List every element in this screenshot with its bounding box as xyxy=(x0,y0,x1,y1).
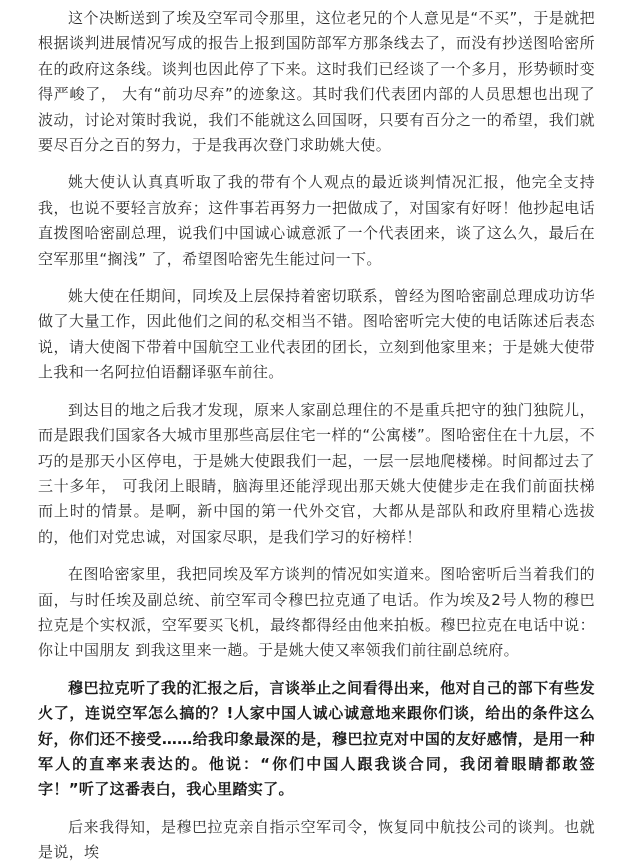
paragraph-3: 姚大使在任期间，同埃及上层保持着密切联系，曾经为图哈密副总理成功访华做了大量工作，因此他们之间的私交相当不错。图哈密听完大使的电话陈述后表态说，请大使阁下带着中国航空工业代表团的团长，立刻到他家里来；于是姚大使带上我和一名阿拉伯语翻译驱车前往。 xyxy=(38,287,595,382)
paragraph-1: 这个决断送到了埃及空军司令那里，这位老兄的个人意见是“不买”，于是就把根据谈判进展情况写成的报告上报到国防部军方那条线去了，而没有抄送图哈密所在的政府这条线。谈判也因此停了下来。这时我们已经谈了一个多月，形势顿时变得严峻了， 大有“前功尽弃”的迹象这。其时我们代表团内部的人员思想也出现了波动，讨论对策时我说，我们不能就这么回国呀，只要有百分之一的希望，我们就要尽百分之百的努力，于是我再次登门求助姚大使。 xyxy=(38,9,595,155)
paragraph-4: 到达目的地之后我才发现，原来人家副总理住的不是重兵把守的独门独院儿，而是跟我们国家各大城市里那些高层住宅一样的“公寓楼”。图哈密住在十九层，不巧的是那天小区停电，于是姚大使跟我们一起，一层一层地爬楼梯。时间都过去了三十多年， 可我闭上眼睛，脑海里还能浮现出那天姚大使健步走在我们前面扶梯而上时的情景。是啊，新中国的第一代外交官，大都从是部队和政府里精心选拔的，他们对党忠诚，对国家尽职，是我们学习的好榜样！ xyxy=(38,400,595,546)
paragraph-5: 在图哈密家里，我把同埃及军方谈判的情况如实道来。图哈密听后当着我们的面，与时任埃及副总统、前空军司令穆巴拉克通了电话。作为埃及2号人物的穆巴拉克是个实权派，空军要买飞机，最终都得经由他来拍板。穆巴拉克在电话中说：你让中国朋友 到我这里来一趟。于是姚大使又率领我们前往副总统府。 xyxy=(38,565,595,660)
paragraph-7: 后来我得知，是穆巴拉克亲自指示空军司令，恢复同中航技公司的谈判。也就是说，埃 xyxy=(38,817,595,862)
paragraph-6-bold: 穆巴拉克听了我的汇报之后，言谈举止之间看得出来，他对自己的部下有些发火了，连说空军怎么搞的？!人家中国人诚心诚意地来跟你们谈，给出的条件这么好，你们还不接受……给我印象最深的是，穆巴拉克对中国的友好感情，是用一种军人的直率来表达的。他说：“你们中国人跟我谈合同，我闭着眼睛都敢签字！”听了这番表白，我心里踏实了。 xyxy=(38,678,595,799)
paragraph-2: 姚大使认认真真听取了我的带有个人观点的最近谈判情况汇报，他完全支持我，也说不要轻言放弃；这件事若再努力一把做成了，对国家有好呀！他抄起电话直拨图哈密副总理，说我们中国诚心诚意派了一个代表团来，谈了这么久，最后在空军那里“搁浅” 了，希望图哈密先生能过问一下。 xyxy=(38,173,595,268)
